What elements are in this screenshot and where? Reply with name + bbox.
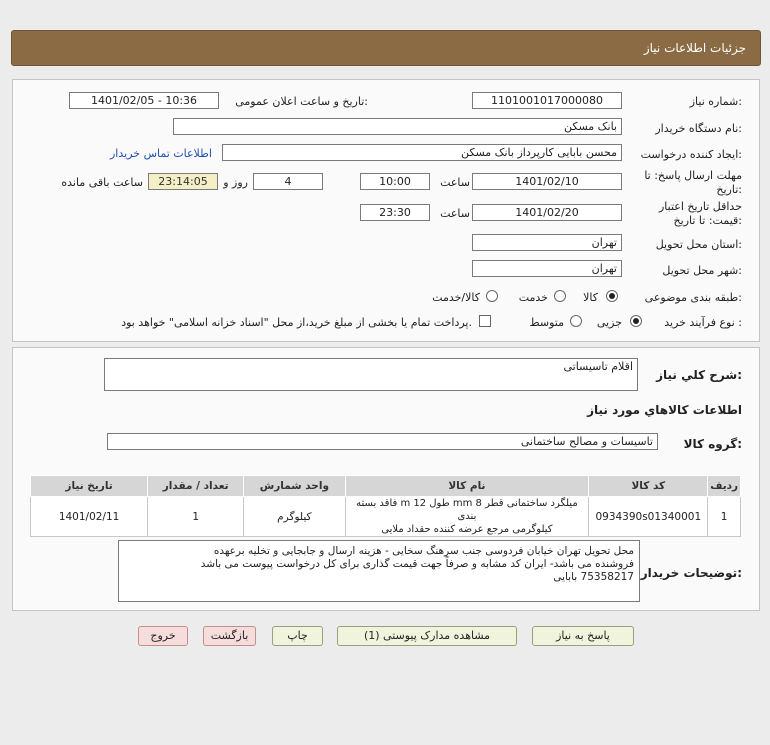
category-radio-goods-service[interactable] [486, 290, 498, 302]
buyer-field: بانک مسکن [173, 118, 622, 135]
cell-unit: کیلوگرم [244, 497, 345, 537]
goods-table-header [31, 476, 741, 497]
validity-time-field: 23:30 [360, 204, 430, 221]
validity-label: حداقل تاریخ اعتبار [658, 200, 742, 213]
cell-row: 1 [708, 497, 741, 537]
days-label: روز و [223, 176, 248, 189]
buyer-notes-field [118, 540, 640, 602]
need-number-field: 1101001017000080 [472, 92, 622, 109]
cell-need-date: 1401/02/11 [31, 497, 148, 537]
creator-label: ایجاد کننده درخواست: [640, 148, 742, 161]
buyer-notes-label: توضیحات خریدار: [640, 566, 742, 580]
buyer-contact-link[interactable]: اطلاعات تماس خریدار [110, 147, 212, 160]
deadline-label-date: تاریخ: [716, 183, 742, 196]
summary-label: شرح کلي نياز: [656, 368, 742, 382]
creator-field: محسن بابایی کارپرداز بانک مسکن [222, 144, 622, 161]
deadline-label: مهلت ارسال پاسخ: تا [644, 169, 742, 182]
buyer-label: نام دستگاه خریدار: [655, 122, 742, 135]
goods-group-field: تاسیسات و مصالح ساختمانی [107, 433, 658, 450]
validity-date-field: 1401/02/20 [472, 204, 622, 221]
time-remaining-field: 23:14:05 [148, 173, 218, 190]
col-goods-code: کد کالا [589, 476, 708, 497]
process-option-minor: جزیی [596, 316, 622, 329]
deadline-date-field: 1401/02/10 [472, 173, 622, 190]
col-quantity: تعداد / مقدار [148, 476, 244, 497]
cell-goods-name [345, 497, 589, 537]
time-remaining-label: ساعت باقی مانده [61, 176, 143, 189]
category-label: طبقه بندی موضوعی: [644, 291, 742, 304]
deadline-time-field: 10:00 [360, 173, 430, 190]
back-button[interactable]: بازگشت [203, 626, 256, 646]
goods-name-line-2: کیلوگرمی مرجع عرضه کننده حقداد ملایی [381, 524, 553, 535]
reply-button[interactable]: پاسخ به نیاز [532, 626, 634, 646]
cell-goods-code: 0934390s01340001 [589, 497, 708, 537]
announce-datetime-field: 1401/02/05 - 10:36 [69, 92, 219, 109]
city-label: شهر محل تحویل: [662, 264, 742, 277]
process-option-medium: متوسط [529, 316, 564, 329]
treasury-payment-text: پرداخت تمام یا بخشی از مبلغ خرید،از محل "اسناد خزانه اسلامی" خواهد بود. [121, 316, 472, 329]
validity-time-label: ساعت [440, 207, 470, 220]
exit-button[interactable]: خروج [138, 626, 188, 646]
process-radio-minor[interactable] [630, 315, 642, 327]
validity-label-date: قیمت: تا تاریخ: [673, 214, 742, 227]
goods-info-heading: اطلاعات کالاهاي مورد نياز [587, 403, 742, 417]
category-option-service: خدمت [518, 291, 548, 304]
category-option-goods: کالا [583, 291, 598, 304]
summary-field: اقلام تاسیساتی [104, 358, 638, 391]
col-unit: واحد شمارش [244, 476, 345, 497]
process-radio-medium[interactable] [570, 315, 582, 327]
need-number-label: شماره نیاز: [689, 95, 742, 108]
page-header [11, 30, 761, 66]
goods-table [30, 475, 741, 537]
treasury-payment-checkbox[interactable] [479, 315, 491, 327]
buyer-notes-line-3: 75358217 بابایی [553, 571, 634, 583]
col-goods-name: نام کالا [345, 476, 589, 497]
col-row: ردیف [708, 476, 741, 497]
view-attachments-button[interactable]: مشاهده مدارک پیوستی (1) [337, 626, 517, 646]
buyer-notes-line-1: محل تحویل تهران خیابان فردوسی جنب سرهنگ سخایی - هزینه ارسال و جابجایی و تخلیه برعهده [213, 545, 634, 557]
buyer-notes-line-2: فروشنده می باشد- ایران کد مشابه و صرفاً جهت قیمت گذاری برای کل درخواست پیوست می باشد [200, 558, 634, 570]
print-button[interactable]: چاپ [272, 626, 323, 646]
deadline-time-label: ساعت [440, 176, 470, 189]
col-need-date: تاریخ نیاز [31, 476, 148, 497]
category-option-goods-service: کالا/خدمت [432, 291, 480, 304]
province-label: استان محل تحویل: [655, 238, 742, 251]
table-row [31, 497, 741, 537]
province-field: تهران [472, 234, 622, 251]
goods-name-line-1: میلگرد ساختمانی قطر mm 8 طول m 12 فاقد بسته بندی [356, 498, 578, 522]
goods-group-label: گروه کالا: [683, 437, 742, 451]
cell-quantity: 1 [148, 497, 244, 537]
process-type-label: نوع فرآیند خرید : [664, 316, 742, 329]
category-radio-goods[interactable] [606, 290, 618, 302]
days-remaining-field: 4 [253, 173, 323, 190]
page-title: جزئیات اطلاعات نیاز [643, 41, 746, 55]
category-radio-service[interactable] [554, 290, 566, 302]
announce-datetime-label: تاریخ و ساعت اعلان عمومی: [235, 95, 368, 108]
city-field: تهران [472, 260, 622, 277]
